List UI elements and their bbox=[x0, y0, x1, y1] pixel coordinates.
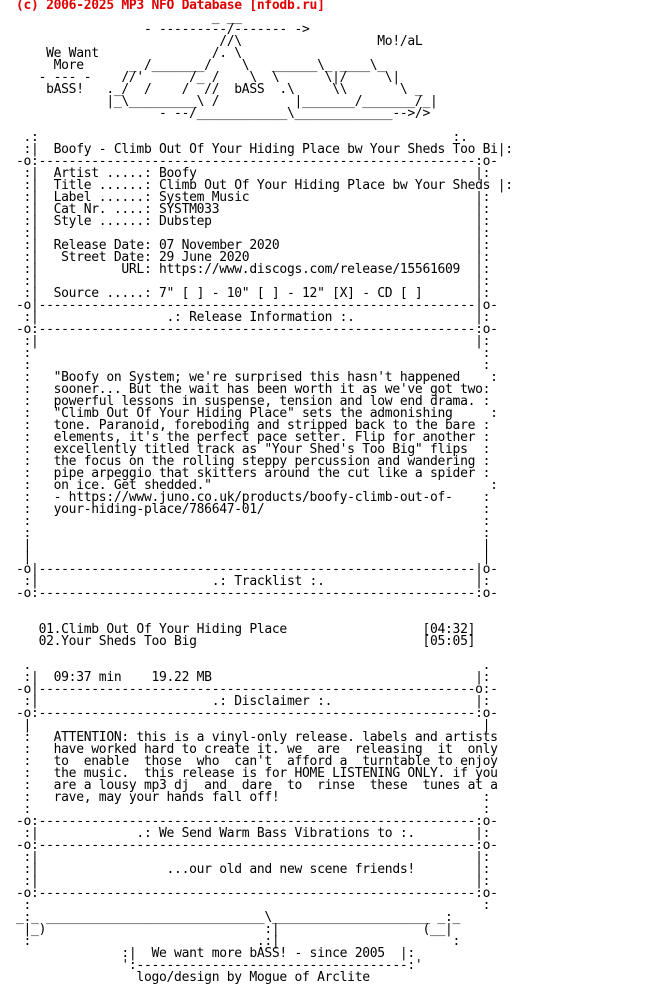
nfo-line: :| Label ......: System Music |: bbox=[16, 190, 491, 205]
nfo-line: :| |: bbox=[16, 874, 491, 889]
nfo-line: - --/____________\_____________-->/> bbox=[16, 106, 430, 121]
nfo-line: : are a lousy mp3 dj and dare to rinse these tunes at a bbox=[16, 778, 498, 793]
nfo-line: :| |: bbox=[16, 850, 491, 865]
nfo-line: //\ Mo!/aL bbox=[16, 34, 423, 49]
nfo-document bbox=[16, 0, 513, 984]
nfo-line: -o|----------------------------------------------------------o:- bbox=[16, 682, 498, 697]
nfo-line: | | bbox=[16, 538, 491, 553]
nfo-line: : powerful lessons in suspense, tension and low end drama. : bbox=[16, 394, 491, 409]
nfodb-header-link[interactable]: (c) 2006-2025 MP3 NFO Database [nfodb.ru] bbox=[16, 0, 325, 13]
nfo-line: We Want /. \ bbox=[16, 46, 242, 61]
nfo-line: : excellently titled track as "Your Shed's Too Big" flips : bbox=[16, 442, 491, 457]
nfo-line: : : bbox=[16, 514, 491, 529]
nfo-line: -o|----------------------------------------------------------|o- bbox=[16, 562, 498, 577]
nfo-line: -o:----------------------------------------------------------:o- bbox=[16, 838, 498, 853]
nfo-line: :| We want more bASS! - since 2005 |: bbox=[16, 946, 415, 961]
nfo-line: |_\_________\ / |_______/_______/_| bbox=[16, 94, 438, 109]
nfo-line: More _ /_______/ \ ______\_ ____\_ bbox=[16, 58, 385, 73]
nfo-line: :| .: We Send Warm Bass Vibrations to :. |: bbox=[16, 826, 491, 841]
nfo-line: :| Style ......: Dubstep |: bbox=[16, 214, 491, 229]
nfo-line: :| 09:37 min 19.22 MB |: bbox=[16, 670, 491, 685]
nfo-line: : tone. Paranoid, foreboding and stripped back to the bare : bbox=[16, 418, 491, 433]
nfo-line: :| Release Date: 07 November 2020 |: bbox=[16, 238, 491, 253]
nfo-line: . . bbox=[16, 658, 491, 673]
nfo-line: :| .: Release Information :. |: bbox=[16, 310, 491, 325]
nfo-line: : - https://www.juno.co.uk/products/boofy-climb-out-of- : bbox=[16, 490, 491, 505]
nfo-line: : ATTENTION: this is a vinyl-only release. labels and artists bbox=[16, 730, 498, 745]
nfo-line: -o:----------------------------------------------------------:o- bbox=[16, 886, 498, 901]
nfo-line: -o:----------------------------------------------------------:o- bbox=[16, 322, 498, 337]
nfo-line: :| ...our old and new scene friends! |: bbox=[16, 862, 491, 877]
nfo-line: : "Boofy on System; we're surprised this hasn't happened : bbox=[16, 370, 498, 385]
nfo-line: :| URL: https://www.discogs.com/release/15561609 |: bbox=[16, 262, 491, 277]
nfo-line bbox=[16, 600, 513, 612]
nfo-line: :| Artist .....: Boofy |: bbox=[16, 166, 491, 181]
nfo-line: :| Title ......: Climb Out Of Your Hiding Place bw Your Sheds |: bbox=[16, 178, 513, 193]
nfo-line: : : bbox=[16, 358, 491, 373]
nfo-line: :| .: Disclaimer :. |: bbox=[16, 694, 491, 709]
nfo-line: -o|----------------------------------------------------------|o- bbox=[16, 298, 498, 313]
nfo-line: : on ice. Get shedded." : bbox=[16, 478, 498, 493]
nfo-line: - --- - //' /_ / \ \ \|/ \| bbox=[16, 70, 400, 85]
nfo-line: : : bbox=[16, 346, 491, 361]
nfo-line: 02.Your Sheds Too Big [05:05] bbox=[16, 634, 476, 649]
nfo-line: :| Street Date: 29 June 2020 |: bbox=[16, 250, 491, 265]
nfo-line: logo/design by Mogue of Arclite bbox=[16, 970, 370, 985]
nfo-line: : rave, may your hands fall off! : bbox=[16, 790, 491, 805]
nfo-line: _:_ _____________________________\_____________________ _:_ bbox=[16, 910, 461, 925]
nfo-line: ':------------------------------------:' bbox=[16, 958, 423, 973]
nfo-line: - ---------/------- -> bbox=[16, 22, 310, 37]
nfo-line: .: :. bbox=[16, 130, 468, 145]
nfo-line: :| |: bbox=[16, 274, 491, 289]
nfo-line: : pipe arpeggio that skitters around the cut like a spider : bbox=[16, 466, 491, 481]
nfo-line: _ __ bbox=[16, 10, 242, 25]
nfo-line: : .:| : bbox=[16, 934, 461, 949]
nfo-line: : elements, it's the perfect pace setter. Flip for another : bbox=[16, 430, 491, 445]
nfo-line: -o:----------------------------------------------------------:o- bbox=[16, 154, 498, 169]
nfo-line: : "Climb Out Of Your Hiding Place" sets the admonishing : bbox=[16, 406, 498, 421]
nfo-line: :| .: Tracklist :. |: bbox=[16, 574, 491, 589]
nfo-line: : to enable those who can't afford a turntable to enjoy bbox=[16, 754, 498, 769]
nfo-line: : : bbox=[16, 802, 491, 817]
nfo-line: : : bbox=[16, 898, 491, 913]
nfo-line: bASS! ._/ / / // bASS .\ \\ \ _ bbox=[16, 82, 423, 97]
nfo-line: :| Source .....: 7" [ ] - 10" [ ] - 12" [X] - CD [ ] |: bbox=[16, 286, 491, 301]
nfo-line: : the focus on the rolling steppy percussion and wandering : bbox=[16, 454, 491, 469]
nfo-line: : have worked hard to create it. we are releasing it only bbox=[16, 742, 498, 757]
nfo-line: -o:----------------------------------------------------------:o- bbox=[16, 706, 498, 721]
nfo-line: :| |: bbox=[16, 334, 491, 349]
nfo-line: -o:----------------------------------------------------------:o- bbox=[16, 586, 498, 601]
nfo-line: | | bbox=[16, 718, 491, 733]
nfo-line: -o:----------------------------------------------------------:o- bbox=[16, 814, 498, 829]
nfo-line: : your-hiding-place/786647-01/ : bbox=[16, 502, 491, 517]
nfo-line: | | bbox=[16, 550, 491, 565]
nfo-line: :| Boofy - Climb Out Of Your Hiding Place bw Your Sheds Too Bi|: bbox=[16, 142, 513, 157]
nfo-line: : the music. this release is for HOME LISTENING ONLY. if you bbox=[16, 766, 498, 781]
nfo-line: |_) :| (__| bbox=[16, 922, 453, 937]
nfo-line: :| |: bbox=[16, 226, 491, 241]
nfo-body bbox=[16, 12, 513, 984]
nfo-line: : : bbox=[16, 526, 491, 541]
nfo-line: : sooner... But the wait has been worth it as we've got two: bbox=[16, 382, 491, 397]
nfo-line: 01.Climb Out Of Your Hiding Place [04:32] bbox=[16, 622, 476, 637]
nfo-line: :| Cat Nr. ....: SYSTM033 |: bbox=[16, 202, 491, 217]
